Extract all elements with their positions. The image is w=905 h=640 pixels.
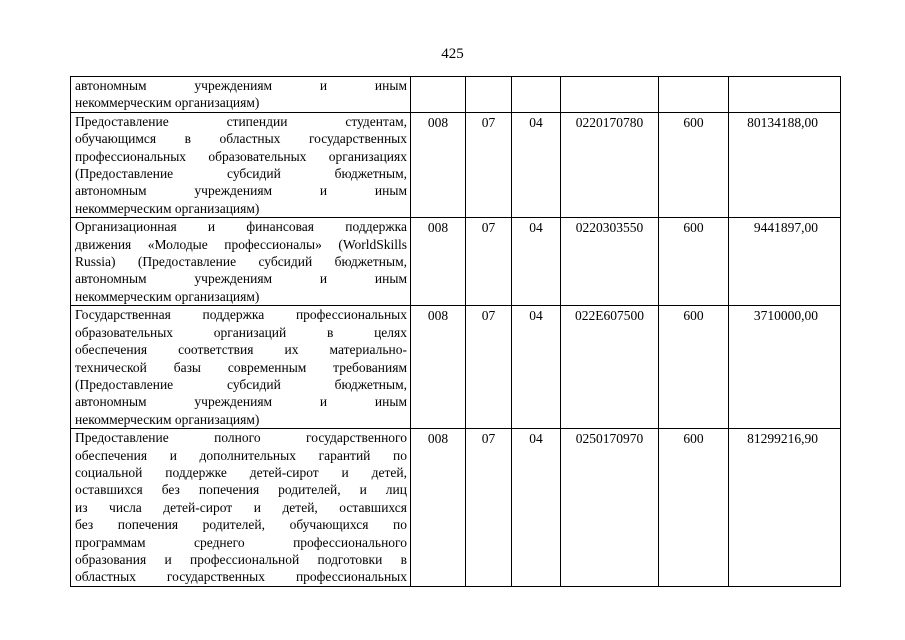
expense-description	[71, 429, 411, 587]
section-code: 07	[481, 114, 496, 130]
description-line: областных государственных профессиональных	[75, 569, 407, 585]
expense-type-code-cell	[659, 77, 729, 113]
expense-description	[71, 306, 411, 429]
description-line: некоммерческим организациям)	[75, 200, 260, 216]
subsection-code: 04	[529, 308, 543, 324]
description-line: без попечения родителей, обучающихся по	[75, 517, 407, 533]
amount-cell	[729, 218, 841, 306]
description-line: образовательных организаций в целях	[75, 324, 407, 340]
expense-type-code: 600	[683, 308, 704, 324]
target-article-code-cell	[561, 306, 659, 429]
ministry-code-cell	[411, 112, 466, 217]
table-row	[71, 218, 841, 306]
description-line: профессиональных образовательных организациях	[75, 148, 407, 164]
subsection-code: 04	[529, 114, 543, 130]
section-code	[466, 77, 511, 78]
description-line: некоммерческим организациям)	[75, 411, 260, 427]
description-line: Russia) (Предоставление субсидий бюджетным,	[75, 254, 407, 270]
amount-cell	[729, 306, 841, 429]
expense-description	[71, 218, 411, 306]
description-line: автономным учреждениям и иным	[75, 78, 407, 93]
amount	[729, 77, 818, 78]
subsection-code-cell	[512, 112, 561, 217]
target-article-code: 0220303550	[575, 220, 644, 236]
description-line: Предоставление полного государственного	[75, 430, 407, 446]
description-line: из числа детей-сирот и детей, оставшихся	[75, 499, 407, 515]
expense-type-code: 600	[683, 220, 704, 236]
ministry-code: 008	[427, 114, 449, 130]
expense-type-code	[659, 77, 728, 78]
description-line: автономным учреждениям и иным	[75, 183, 407, 199]
description-line: автономным учреждениям и иным	[75, 394, 407, 410]
ministry-code: 008	[427, 308, 449, 324]
target-article-code: 0250170970	[575, 431, 644, 447]
subsection-code-cell	[512, 77, 561, 113]
ministry-code-cell	[411, 306, 466, 429]
ministry-code: 008	[427, 220, 449, 236]
subsection-code: 04	[529, 220, 543, 236]
amount-cell	[729, 112, 841, 217]
subsection-code	[512, 77, 560, 78]
subsection-code-cell	[512, 218, 561, 306]
description-line: движения «Молодые профессионалы» (WorldSkills	[75, 236, 407, 252]
page-number: 425	[441, 46, 464, 62]
description-line: обеспечения соответствия их материально-	[75, 342, 407, 358]
target-article-code	[561, 77, 658, 78]
target-article-code: 0220170780	[575, 114, 644, 130]
amount-cell	[729, 429, 841, 587]
section-code-cell	[466, 306, 512, 429]
description-line: Организационная и финансовая поддержка	[75, 219, 407, 235]
description-line: образования и профессиональной подготовки в	[75, 551, 407, 567]
table-row	[71, 77, 841, 113]
budget-table	[70, 76, 841, 587]
subsection-code: 04	[529, 431, 543, 447]
ministry-code-cell	[411, 429, 466, 587]
target-article-code-cell	[561, 429, 659, 587]
amount-cell	[729, 77, 841, 113]
section-code: 07	[481, 220, 496, 236]
section-code-cell	[466, 112, 512, 217]
expense-description	[71, 112, 411, 217]
amount: 80134188,00	[747, 114, 818, 130]
description-line: программам среднего профессионального	[75, 534, 407, 550]
table-row	[71, 112, 841, 217]
description-line: некоммерческим организациям)	[75, 288, 260, 304]
description-line: автономным учреждениям и иным	[75, 271, 407, 287]
description-line: (Предоставление субсидий бюджетным,	[75, 376, 407, 392]
description-line: технической базы современным требованиям	[75, 359, 407, 375]
table-row	[71, 306, 841, 429]
target-article-code-cell	[561, 77, 659, 113]
target-article-code-cell	[561, 112, 659, 217]
expense-description	[71, 77, 411, 113]
ministry-code: 008	[427, 431, 449, 447]
section-code: 07	[481, 431, 496, 447]
expense-type-code: 600	[683, 114, 704, 130]
amount: 9441897,00	[753, 220, 818, 236]
subsection-code-cell	[512, 429, 561, 587]
ministry-code-cell	[411, 218, 466, 306]
section-code-cell	[466, 429, 512, 587]
ministry-code-cell	[411, 77, 466, 113]
description-line: обеспечения и дополнительных гарантий по	[75, 447, 407, 463]
description-line: Предоставление стипендии студентам,	[75, 113, 407, 129]
table-body	[71, 77, 841, 587]
description-line: обучающимся в областных государственных	[75, 131, 407, 147]
description-line: (Предоставление субсидий бюджетным,	[75, 166, 407, 182]
expense-type-code: 600	[683, 431, 704, 447]
table-row	[71, 429, 841, 587]
description-line: оставшихся без попечения родителей, и лиц	[75, 482, 407, 498]
expense-type-code-cell	[659, 429, 729, 587]
expense-type-code-cell	[659, 306, 729, 429]
description-line: социальной поддержке детей-сирот и детей,	[75, 464, 407, 480]
section-code-cell	[466, 77, 512, 113]
expense-type-code-cell	[659, 218, 729, 306]
target-article-code-cell	[561, 218, 659, 306]
description-line: Государственная поддержка профессиональных	[75, 307, 407, 323]
target-article-code: 022E607500	[575, 308, 644, 324]
amount: 3710000,00	[753, 308, 818, 324]
amount: 81299216,90	[747, 431, 818, 447]
section-code: 07	[481, 308, 496, 324]
expense-type-code-cell	[659, 112, 729, 217]
ministry-code	[411, 77, 465, 78]
description-line: некоммерческим организациям)	[75, 95, 260, 111]
section-code-cell	[466, 218, 512, 306]
subsection-code-cell	[512, 306, 561, 429]
